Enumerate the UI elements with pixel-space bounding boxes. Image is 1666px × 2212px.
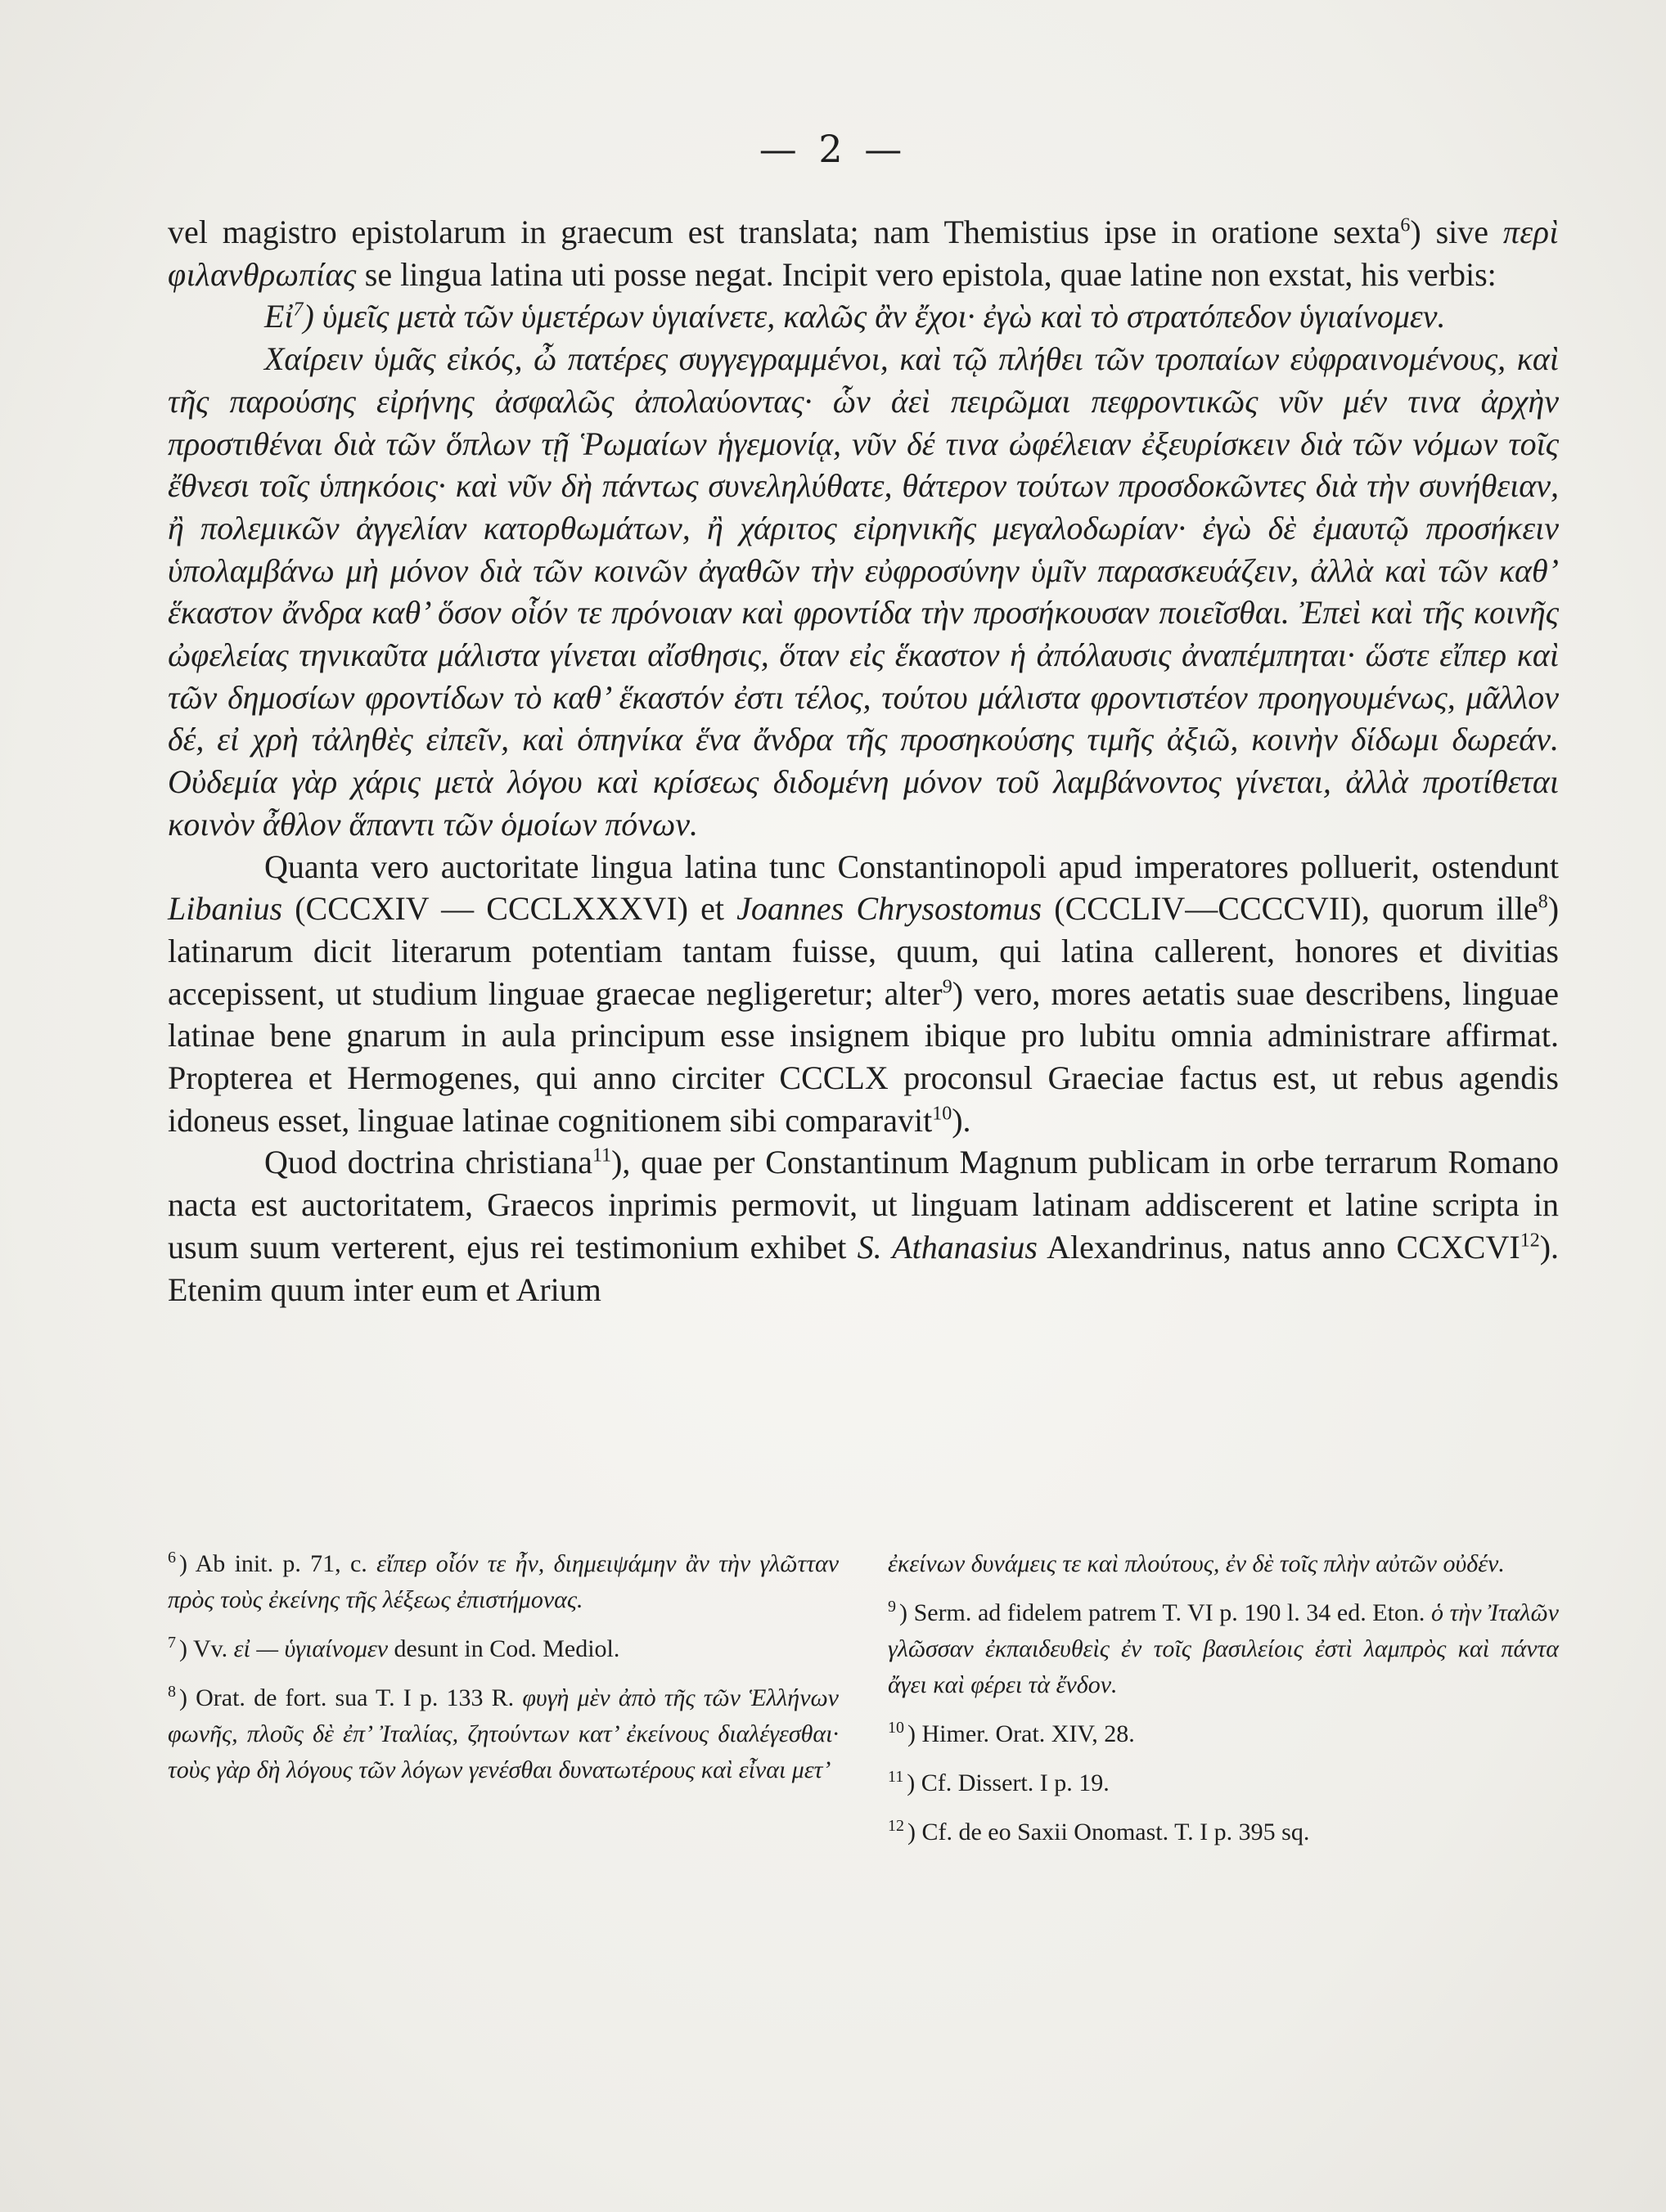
footnote-11-number: 11 xyxy=(888,1768,904,1786)
p2-text-1: Quanta vero auctoritate lingua latina tunc Constantinopoli apud imperatores polluerit, ostendunt xyxy=(264,847,1559,885)
footnotes xyxy=(168,1546,1559,1864)
p1-text-1: vel magistro epistolarum in graecum est translata; nam Themistius ipse in oratione sexta xyxy=(168,214,1401,250)
paragraph-2 xyxy=(168,846,1559,1142)
paragraph-1 xyxy=(168,211,1559,295)
p2-text-4: ) latinarum dicit literarum potentiam tantam fuisse, quum, qui latina callerent, honores et divitias accepissent, ut studium linguae graecae negligeretur; alter xyxy=(168,890,1560,1012)
p1-text-3: se lingua latina uti posse negat. Incipit vero epistola, quae latine non exstat, his verbis: xyxy=(364,255,1497,293)
footnote-6 xyxy=(168,1546,839,1618)
footnotes-right-column xyxy=(888,1546,1559,1864)
footnote-6-greek: εἴπερ οἷόν τε ἦν, διημειψάμην ἂν τὴν γλῶτταν πρὸς τοὺς ἐκείνης τῆς λέξεως ἐπιστήμονας. xyxy=(168,1550,840,1613)
footnote-7-text-2: desunt in Cod. Mediol. xyxy=(394,1635,620,1662)
footnote-9-text: ) Serm. ad fidelem patrem T. VI p. 190 l. 34 ed. Eton. xyxy=(899,1599,1425,1626)
p2-text-2: (CCCXIV — CCCLXXXVI) et xyxy=(295,890,724,928)
p3-text-2: ), quae per Constantinum Magnum publicam in orbe terrarum Romano nacta est auctoritatem, Graecos inprimis permovit, ut linguam latinam addiscerent et latine scripta in usum suum verterent, ejus rei testimonium exhibet xyxy=(168,1144,1559,1266)
footnote-9 xyxy=(888,1595,1559,1703)
paragraph-3 xyxy=(168,1141,1559,1311)
footnote-7 xyxy=(168,1631,839,1667)
greek-quote-body: Χαίρειν ὑμᾶς εἰκός, ὦ πατέρες συγγεγραμμένοι, καὶ τῷ πλήθει τῶν τροπαίων εὐφραινομένους, καὶ τῆς παρούσης εἰρήνης ἀσφαλῶς ἀπολαύοντας· ὧν ἀεὶ πειρῶμαι πεφροντικῶς νῦν μέν τινα ἀρχὴν προστιθέναι διὰ τῶν ὅπλων τῇ Ῥωμαίων ἡγεμονίᾳ, νῦν δέ τινα ὠφέλειαν ἐξευρίσκειν διὰ τῶν νόμων τοῖς ἔθνεσι τοῖς ὑπηκόοις· καὶ νῦν δὴ πάντως συνεληλύθατε, θάτερον τούτων προσδοκῶντες διὰ τὴν συνήθειαν, ἢ πολεμικῶν ἀγγελίαν κατορθωμάτων, ἢ χάριτος εἰρηνικῆς μεγαλοδωρίαν· ἐγὼ δὲ ἐμαυτῷ προσήκειν ὑπολαμβάνω μὴ μόνον διὰ τῶν κοινῶν ἀγαθῶν τὴν εὐφροσύνην ὑμῖν παρασκευάζειν, ἀλλὰ καὶ τῶν καθ’ ἕκαστον ἄνδρα καθ’ ὅσον οἷόν τε πρόνοιαν καὶ φροντίδα τὴν προσήκουσαν ποιεῖσθαι. Ἐπεὶ καὶ τῆς κοινῆς ὠφελείας τηνικαῦτα μάλιστα γίνεται αἴσθησις, ὅταν εἰς ἕκαστον ἡ ἀπόλαυσις ἀναπέμπηται· ὥστε εἴπερ καὶ τῶν δημοσίων φροντίδων τὸ καθ’ ἕκαστόν ἐστι τέλος, τούτου μάλιστα φροντιστέον προηγουμένως, μᾶλλον δέ, εἰ χρὴ τἀληθὲς εἰπεῖν, καὶ ὁπηνίκα ἕνα ἄνδρα τῆς προσηκούσης τιμῆς ἀξιῶ, κοινὴν δίδωμι δωρεάν. Οὐδεμία γὰρ χάρις μετὰ λόγου καὶ κρίσεως διδομένη μόνον τοῦ λαμβάνοντος γίνεται, ἀλλὰ προτίθεται κοινὸν ἆθλον ἅπαντι τῶν ὁμοίων πόνων. xyxy=(168,340,1559,843)
footnote-7-number: 7 xyxy=(168,1634,176,1652)
note-ref-8: 8 xyxy=(1538,891,1548,913)
note-ref-7: 7 xyxy=(293,299,304,321)
note-ref-11: 11 xyxy=(592,1145,612,1167)
main-text xyxy=(168,211,1559,1311)
footnote-8-number: 8 xyxy=(168,1683,176,1701)
p3-text-1: Quod doctrina christiana xyxy=(264,1144,592,1181)
p2-name-libanius: Libanius xyxy=(168,890,283,928)
footnote-10-number: 10 xyxy=(888,1719,904,1737)
footnote-7-text: ) Vv. xyxy=(179,1635,228,1662)
p2-name-chrysostomus: Joannes Chrysostomus xyxy=(736,890,1042,928)
p1-text-2: ) sive xyxy=(1410,214,1489,250)
page-number: — 2 — xyxy=(759,127,907,171)
footnote-10-text: ) Himer. Orat. XIV, 28. xyxy=(907,1720,1135,1747)
footnotes-left-column xyxy=(168,1546,839,1864)
p2-text-6: ). xyxy=(952,1101,971,1139)
footnote-9-greek: ὁ τὴν Ἰταλῶν γλῶσσαν ἐκπαιδευθεὶς ἐν τοῖς βασιλείοις ἐστὶ λαμπρὸς καὶ πάντα ἄγει καὶ φέρει τὰ ἔνδον. xyxy=(888,1599,1559,1698)
greek-quote-2: ) ὑμεῖς μετὰ τῶν ὑμετέρων ὑγιαίνετε, καλῶς ἂν ἔχοι· ἐγὼ καὶ τὸ στρατόπεδον ὑγιαίνομεν. xyxy=(303,298,1446,335)
footnote-12-number: 12 xyxy=(888,1817,904,1835)
footnote-11 xyxy=(888,1765,1559,1801)
footnote-9-number: 9 xyxy=(888,1598,896,1616)
p3-text-4: ). Etenim quum inter eum et Arium xyxy=(168,1228,1560,1308)
note-ref-6: 6 xyxy=(1400,214,1411,236)
footnote-8 xyxy=(168,1680,839,1788)
note-ref-12: 12 xyxy=(1520,1230,1540,1252)
p3-name-athanasius: S. Athanasius xyxy=(857,1228,1038,1266)
greek-quote-opening xyxy=(168,295,1559,338)
p1-greek-title: περὶ φιλανθρωπίας xyxy=(168,214,1560,293)
footnote-8-text: ) Orat. de fort. sua T. I p. 133 R. xyxy=(179,1684,515,1711)
footnote-10 xyxy=(888,1716,1559,1752)
note-ref-10: 10 xyxy=(932,1103,952,1125)
p2-text-3: (CCCLIV—CCCCVII), quorum ille xyxy=(1054,890,1538,928)
footnote-8-continuation: ἐκείνων δυνάμεις τε καὶ πλούτους, ἐν δὲ τοῖς πλὴν αὐτῶν οὐδέν. xyxy=(888,1550,1505,1577)
greek-quote-1: Εἰ xyxy=(264,298,294,335)
footnote-8-greek: φυγὴ μὲν ἀπὸ τῆς τῶν Ἑλλήνων φωνῆς, πλοῦς δὲ ἐπ’ Ἰταλίας, ζητούντων κατ’ ἐκείνους διαλέγεσθαι· τοὺς γὰρ δὴ λόγους τῶν λόγων γενέσθαι δυνατωτέρους καὶ εἶναι μετ’ xyxy=(168,1684,840,1783)
footnote-6-number: 6 xyxy=(168,1549,176,1567)
p3-text-3: Alexandrinus, natus anno CCXCVI xyxy=(1047,1228,1520,1266)
footnote-6-text: ) Ab init. p. 71, c. xyxy=(179,1550,367,1577)
p2-text-5: ) vero, mores aetatis suae describens, linguae latinae bene gnarum in aula principum esse insignem ibique pro lubitu omnia administrare affirmat. Propterea et Hermogenes, qui anno circiter CCCLX proconsul Graeciae factus est, ut rebus agendis idoneus esset, linguae latinae cognitionem sibi comparavit xyxy=(168,974,1560,1139)
note-ref-9: 9 xyxy=(942,976,952,998)
footnote-12 xyxy=(888,1814,1559,1850)
footnote-12-text: ) Cf. de eo Saxii Onomast. T. I p. 395 sq. xyxy=(907,1819,1310,1846)
footnote-7-greek: εἰ — ὑγιαίνομεν xyxy=(233,1635,389,1662)
footnote-11-text: ) Cf. Dissert. I p. 19. xyxy=(907,1769,1110,1796)
